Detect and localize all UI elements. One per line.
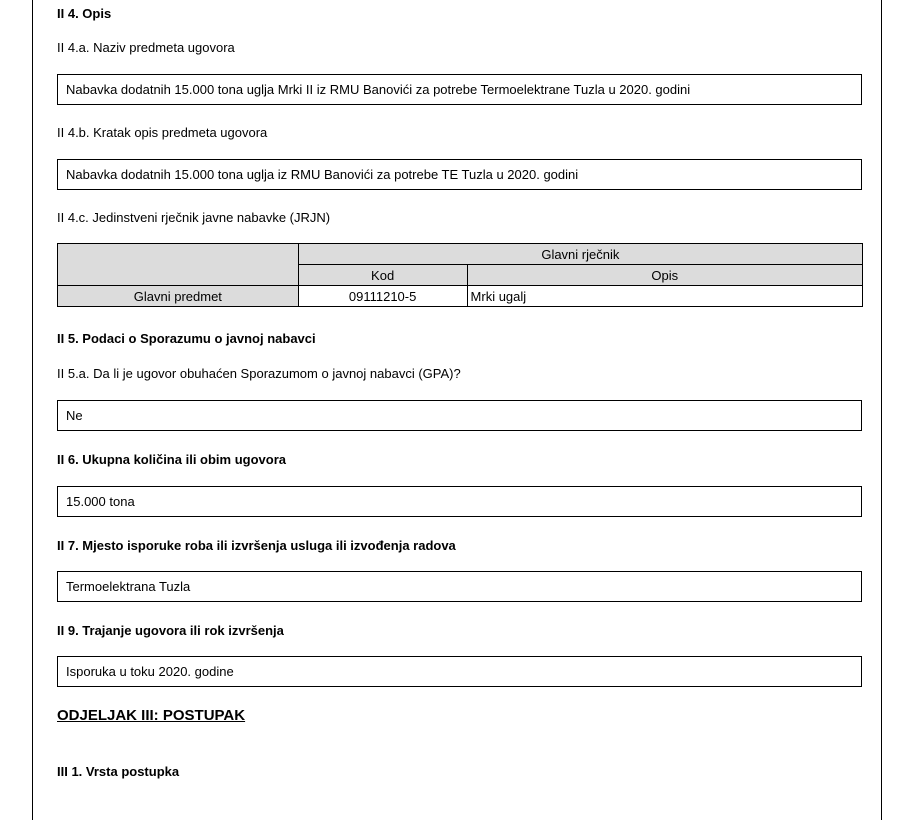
ii7-value-box: Termoelektrana Tuzla <box>57 571 862 602</box>
ii6-value-box: 15.000 tona <box>57 486 862 517</box>
section-iii1-title: III 1. Vrsta postupka <box>57 764 180 779</box>
table-corner-cell <box>58 244 299 286</box>
ii4c-label: II 4.c. Jedinstveni rječnik javne nabavke (JRJN) <box>57 210 331 225</box>
ii4b-value-box: Nabavka dodatnih 15.000 tona uglja iz RMU Banovići za potrebe TE Tuzla u 2020. godini <box>57 159 862 190</box>
section-ii5-title: II 5. Podaci o Sporazumu o javnoj nabavci <box>57 331 316 346</box>
table-group-header: Glavni rječnik <box>298 244 862 265</box>
ii5a-label: II 5.a. Da li je ugovor obuhaćen Sporazumom o javnoj nabavci (GPA)? <box>57 366 461 381</box>
jrjn-table <box>57 243 863 307</box>
ii4b-label: II 4.b. Kratak opis predmeta ugovora <box>57 125 268 140</box>
table-row <box>58 286 863 307</box>
section-ii9-title: II 9. Trajanje ugovora ili rok izvršenja <box>57 623 284 638</box>
table-header-opis: Opis <box>467 265 862 286</box>
table-cell-kod: 09111210-5 <box>298 286 467 307</box>
ii9-value-box: Isporuka u toku 2020. godine <box>57 656 862 687</box>
section-iii-title: ODJELJAK III: POSTUPAK <box>57 707 246 724</box>
ii5a-value-box: Ne <box>57 400 862 431</box>
section-ii4-title: II 4. Opis <box>57 6 112 21</box>
ii4a-value-box: Nabavka dodatnih 15.000 tona uglja Mrki II iz RMU Banovići za potrebe Termoelektrane Tuzla u 2020. godini <box>57 74 862 105</box>
table-cell-opis: Mrki ugalj <box>467 286 862 307</box>
section-ii7-title: II 7. Mjesto isporuke roba ili izvršenja usluga ili izvođenja radova <box>57 538 456 553</box>
ii4a-label: II 4.a. Naziv predmeta ugovora <box>57 40 235 55</box>
section-ii6-title: II 6. Ukupna količina ili obim ugovora <box>57 452 286 467</box>
table-row-label: Glavni predmet <box>58 286 299 307</box>
table-header-kod: Kod <box>298 265 467 286</box>
table-row <box>58 244 863 265</box>
